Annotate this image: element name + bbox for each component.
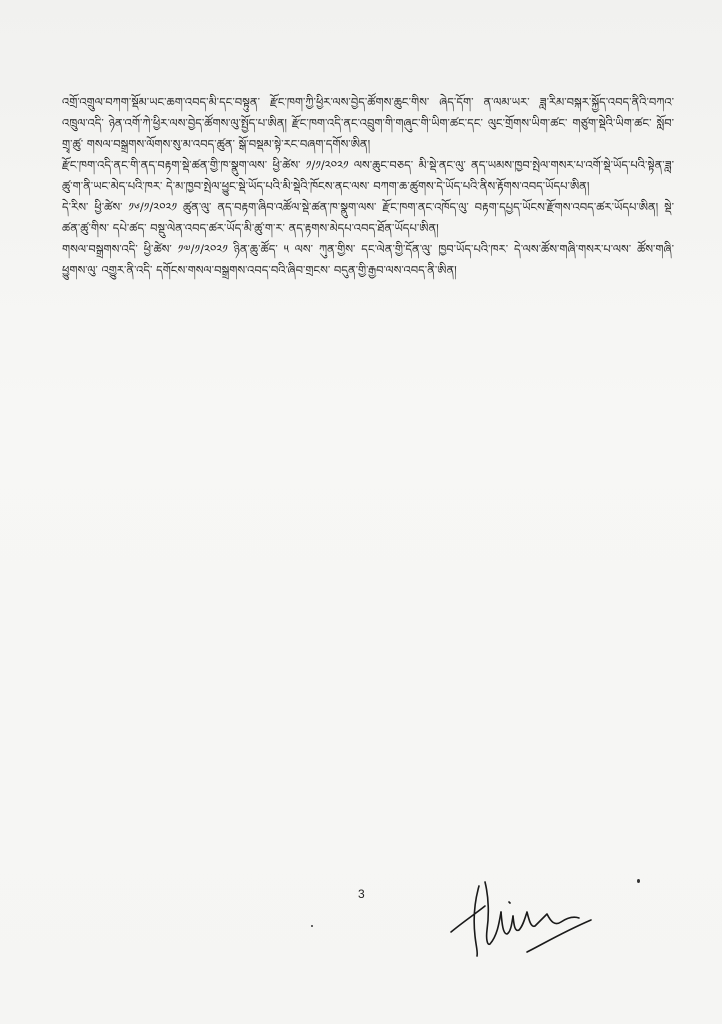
document-body: [62, 92, 674, 281]
handwritten-signature: [445, 872, 605, 972]
paragraph-1: འགྲོ་འགྲུལ་བཀག་སྡོམ་ཡང་ཆག་འབད་མི་དང་བསྟུན་ རྫོང་ཁག་ཀྱི་ཕྱིར་ལས་བྱེད་ཚོགས་ཆུང་གིས་ ཞེད་དོག་ ན་ལམ་ཡར་ ཟླ་རིམ་བསྐར་སྐྱོད་འབད་ནིའི་བཀའ་འཁྲུལ་འདི་ ཉེན་འགོ་ཀེ་ཕྱིར་ལས་བྱེད་ཚོགས་ལུ་སྤྱོད་པ་ཨིན། རྫོང་ཁག་འདི་ནང་འབྲུག་གི་གཞུང་གི་ཡིག་ཚང་དང་ ལུང་གྲོགས་ཡིག་ཚང་ གཙུག་སྡེའི་ཡིག་ཚང་ སློབ་གྲྭ་ཚུ་ གསལ་བསྒྲགས་ལོགས་སུ་མ་འབད་ཚུན་ སྒོ་བསྡམ་སྟེ་རང་བཞག་དགོས་ཨིན།: [62, 95, 674, 151]
ink-dot: [311, 925, 313, 927]
ink-dot: [637, 879, 640, 883]
paragraph-3: དེ་རིས་ ཕྱི་ཚེས་ ༡༦/༡/༢༠༢༡ ཚུན་ལུ་ ནད་བརྟག་ཞིབ་འཚོལ་སྡེ་ཚན་ཁ་སྣུག་ལས་ རྫོང་ཁག་ནང་འཁོད་ལུ་ བརྟག་དཔྱད་ཡོངས་རྫོགས་འབད་ཚར་ཡོདཔ་ཨིན། སྡེ་ཚན་ཚུ་གིས་ དཔེ་ཚད་ བསྡུ་ལེན་འབད་ཚར་ཡོད་མི་ཚུ་ག་ར་ ནད་རྟགས་མེདཔ་འབད་ཐོན་ཡོདཔ་ཨིན།: [62, 200, 674, 235]
page-number: 3: [358, 887, 365, 901]
paragraph-2: རྫོང་ཁག་འདི་ནང་གི་ནད་བརྟག་སྡེ་ཚན་གྱི་ཁ་སྣུག་ལས་ ཕྱི་ཚེས་ ༡/༡/༢༠༢༡ ལས་ཆུང་བཅད་ མི་སྡེ་ནང་ལུ་ ནད་ཡམས་ཁྱབ་སྤེལ་གསར་པ་འགོ་སྡེ་ཡོད་པའི་སྟེན་ཟླ་ཚུ་ག་ནི་ཡང་མེད་པའི་ཁར་ དེ་མ་ཁྱབ་སྤེལ་ཕྱུང་སྡེ་ཡོད་པའི་མི་སྡེའི་ཁོངས་ནང་ལས་ བཀག་ཆ་ཚུགས་དེ་ཡོད་པའི་ནིས་རྟོགས་འབད་ཡོདཔ་ཨིན།: [62, 158, 674, 193]
paragraph-4: གསལ་བསྒྲགས་འདི་ ཕྱི་ཚེས་ ༡༧/༡/༢༠༢༡ ཉིན་ཆུ་ཚོད་ ༥ ལས་ ཀུན་གྱིས་ དང་ལེན་གྱི་དོན་ལུ་ ཁྱབ་ཡོད་པའི་ཁར་ དེ་ལས་ཚོས་གཞི་གསར་པ་ལས་ ཚོས་གཞི་ཕྱུགས་ལུ་ འགྱུར་ནི་འདི་ དགོངས་གསལ་བསྒྲགས་འབད་བའི་ཞིབ་གྲངས་ བདུན་གྱི་རྒྱབ་ལས་འབད་ནི་ཨིན།: [62, 242, 674, 277]
